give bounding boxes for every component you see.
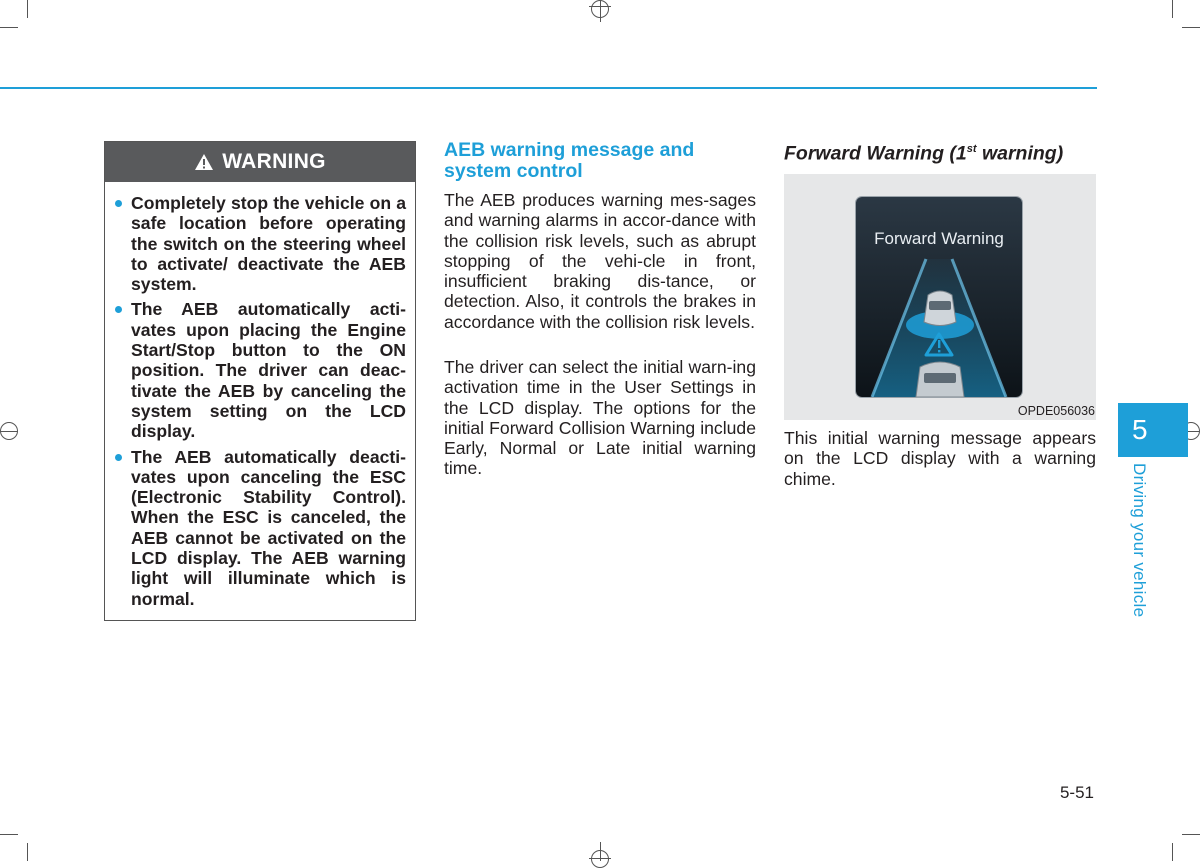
forward-warning-paragraph: This initial warning message appears on the LCD display with a warning chime. xyxy=(784,428,1096,489)
crop-mark xyxy=(1172,0,1173,18)
section-paragraph: The AEB produces warning mes-sages and warning alarms in accor-dance with the collision risk levels, such as abrupt stopping of the vehi-cle in front, insufficient braking dis-tance, or detection. Also, it controls the brakes in accordance with the collision risk levels. xyxy=(444,190,756,332)
chapter-title-vertical xyxy=(1129,463,1149,623)
crop-mark xyxy=(1172,843,1173,861)
display-title: Forward Warning xyxy=(874,229,1004,248)
crop-mark xyxy=(1182,834,1200,835)
chapter-number-tab: 5 xyxy=(1118,403,1188,457)
cluster-display-illustration xyxy=(856,197,1022,397)
road-car-illustration xyxy=(856,197,1022,397)
crop-mark xyxy=(0,431,18,432)
crop-mark xyxy=(0,834,18,835)
crop-mark xyxy=(0,27,18,28)
warning-triangle-icon xyxy=(194,153,214,171)
chapter-title: Driving your vehicle xyxy=(1130,463,1149,618)
figure-code: OPDE056036 xyxy=(1017,404,1095,418)
warning-title: WARNING xyxy=(222,150,326,173)
section-heading: AEB warning message and system control xyxy=(444,139,695,182)
crop-mark xyxy=(589,6,611,7)
crop-mark xyxy=(600,0,601,22)
warning-item: The AEB automatically acti-vates upon placing the Engine Start/Stop button to the ON position. The driver can deac-tivate the AEB by canceling the system setting on the LCD display. xyxy=(114,299,406,441)
section-paragraph: The driver can select the initial warn-ing activation time in the User Settings in the LCD display. The options for the initial Forward Collision Warning include Early, Normal or Late initial warning time. xyxy=(444,357,756,479)
page-number: 5-51 xyxy=(1059,783,1094,802)
crop-mark xyxy=(27,843,28,861)
warning-item: Completely stop the vehicle on a safe location before operating the switch on the steering wheel to activate/ deactivate the AEB system. xyxy=(114,193,406,294)
warning-item: The AEB automatically deacti-vates upon canceling the ESC (Electronic Stability Control). When the ESC is canceled, the AEB cannot be activated on the LCD display. The AEB warning light will illuminate which is normal. xyxy=(114,447,406,609)
header-rule xyxy=(0,87,1097,89)
warning-header xyxy=(105,142,415,182)
warning-list xyxy=(114,193,406,614)
crop-mark xyxy=(589,858,611,859)
forward-warning-heading: Forward Warning (1st warning) xyxy=(784,142,1064,165)
crop-mark xyxy=(27,0,28,18)
crop-mark xyxy=(1182,27,1200,28)
